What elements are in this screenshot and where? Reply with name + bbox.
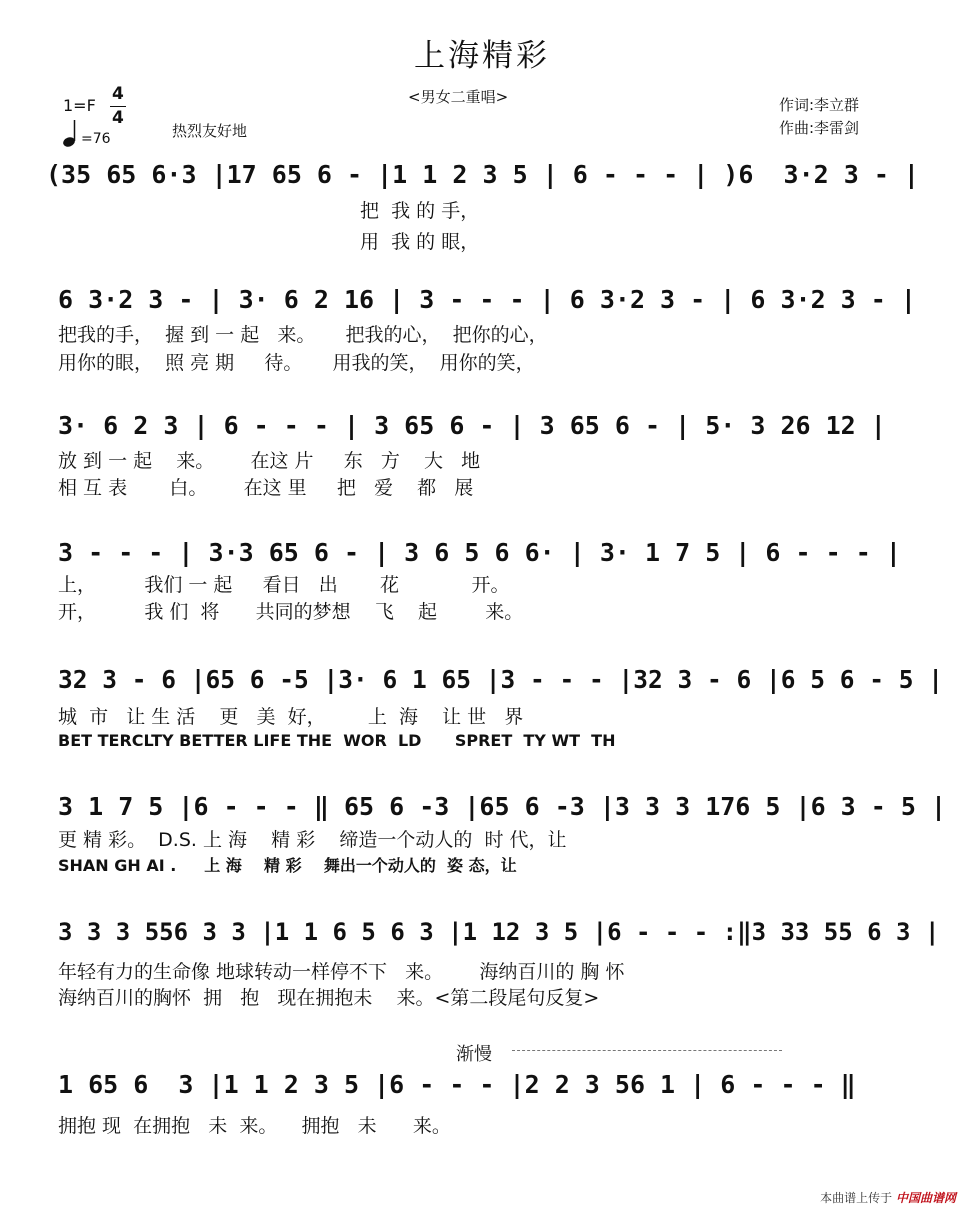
note-line: 3 3 3 556 3 3 |1 1 6 5 6 3 |1 12 3 5 |6 - - - :‖3 33 55 6 3 | <box>58 918 940 946</box>
ritardando-dashed-line <box>512 1050 782 1051</box>
song-title: 上海精彩 <box>414 38 550 74</box>
lyrics-verse-1: 更 精 彩。 D.S. 上 海 精 彩 缔造一个动人的 时 代，让 <box>58 829 567 851</box>
lyrics-verse-1: 年轻有力的生命像 地球转动一样停不下 来。 海纳百川的 胸 怀 <box>58 961 625 983</box>
lyrics-verse-2: BET TERCLTY BETTER LIFE THE WOR LD SPRET TY WT TH <box>58 731 616 750</box>
footer-source <box>820 1189 956 1206</box>
lyrics-verse-2: 相 互 表 白。 在这 里 把 爱 都 展 <box>58 477 474 499</box>
footer-upload-text: 本曲谱上传于 <box>820 1191 893 1205</box>
lyrics-verse-1: 拥抱 现 在拥抱 未 来。 拥抱 未 来。 <box>58 1115 451 1137</box>
ritardando-mark: 渐慢 <box>456 1044 492 1065</box>
lyrics-verse-1: 放 到 一 起 来。 在这 片 东 方 大 地 <box>58 450 481 472</box>
lyrics-verse-2: 用 我 的 眼， <box>46 231 480 253</box>
key-signature: 1=F <box>63 96 96 115</box>
note-line: 3· 6 2 3 | 6 - - - | 3 65 6 - | 3 65 6 - | 5· 3 26 12 | <box>58 411 886 440</box>
time-signature-numerator: 4 <box>112 84 124 104</box>
time-signature-denominator: 4 <box>112 108 124 128</box>
lyrics-verse-1: 城 市 让 生 活 更 美 好， 上 海 让 世 界 <box>58 706 524 728</box>
footer-site-name[interactable]: 中国曲谱网 <box>895 1191 956 1205</box>
lyrics-verse-1: 上， 我们 一 起 看日 出 花 开。 <box>58 574 510 596</box>
time-signature-line <box>110 106 126 107</box>
note-line: 6 3·2 3 - | 3· 6 2 16 | 3 - - - | 6 3·2 3 - | 6 3·2 3 - | <box>58 285 916 314</box>
lyrics-verse-1: 把我的手， 握 到 一 起 来。 把我的心， 把你的心， <box>58 324 548 346</box>
lyrics-verse-2: SHAN GH AI . 上 海 精 彩 舞出一个动人的 姿 态，让 <box>58 856 517 875</box>
tempo-mark: =76 <box>81 131 111 147</box>
composer: 作曲:李雷剑 <box>779 119 860 137</box>
lyrics-verse-2: 用你的眼， 照 亮 期 待。 用我的笑， 用你的笑， <box>58 352 535 374</box>
note-line: (35 65 6·3 |17 65 6 - |1 1 2 3 5 | 6 - - - | )6 3·2 3 - | <box>46 160 919 189</box>
song-subtitle: <男女二重唱> <box>408 88 509 106</box>
note-line: 3 1 7 5 |6 - - - ‖ 65 6 -3 |65 6 -3 |3 3 3 176 5 |6 3 - 5 | <box>58 792 947 821</box>
note-line: 1 65 6 3 |1 1 2 3 5 |6 - - - |2 2 3 56 1 | 6 - - - ‖ <box>58 1070 856 1099</box>
quarter-note-icon <box>62 118 78 152</box>
note-line: 3 - - - | 3·3 65 6 - | 3 6 5 6 6· | 3· 1 7 5 | 6 - - - | <box>58 538 901 567</box>
lyricist: 作词:李立群 <box>779 96 860 114</box>
lyrics-verse-1: 把 我 的 手， <box>46 200 480 222</box>
lyrics-verse-2: 开， 我 们 将 共同的梦想 飞 起 来。 <box>58 601 524 623</box>
expression-mark: 热烈友好地 <box>172 122 248 140</box>
note-line: 32 3 - 6 |65 6 -5 |3· 6 1 65 |3 - - - |32 3 - 6 |6 5 6 - 5 | <box>58 665 944 694</box>
lyrics-verse-2: 海纳百川的胸怀 拥 抱 现在拥抱未 来。<第二段尾句反复> <box>58 987 600 1009</box>
